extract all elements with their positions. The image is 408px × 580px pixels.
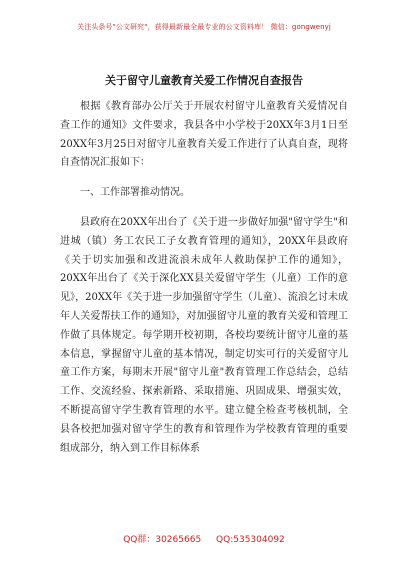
qq-text: QQ:535304092 [216, 535, 285, 545]
body-paragraph: 县政府在20XX年出台了《关于进一步做好加强"留守学生"和进城（镇）务工农民工子女教育管理的通知》，20XX年县政府《关于切实加强和改进流浪未成年人救助保护工作的通知》，20XX年出台了《关于深化XX县关爱留守学生（儿童）工作的意见》，20XX年《关于进一步加强留守学生（儿童）、流浪乞讨未成年人关爱帮扶工作的通知》，对加强留守儿童的教育关爱和管理工作做了具体规定。每学期开校初期，各校均要统计留守儿童的基本信息，掌握留守儿童的基本情况，制定切实可行的关爱留守儿童工作方案，每期末开展"留守儿童"教育管理工作总结会，总结工作、交流经验、探索新路、采取措施、巩固成果、增强实效，不断提高留守学生教育管理的水平。建立健全检查考核机制，全县各校把加强对留守学生的教育和管理作为学校教育管理的重要组成部分，纳入到工作目标体系 [60, 216, 348, 454]
qq-group-text: QQ群：30265665 [123, 535, 202, 545]
header-note: 关注头条号"公文研究"，获得最新最全最专业的公文资料库！ 微信：gongwenyj [77, 23, 331, 31]
intro-paragraph: 根据《教育部办公厅关于开展农村留守儿童教育关爱情况自查工作的通知》文件要求，我县各中小学校于20XX年3月1日至20XX年3月25日对留守儿童教育关爱工作进行了认真自查，现将自查情况汇报如下： [60, 101, 348, 169]
section-heading: 一、工作部署推动情况。 [80, 187, 190, 199]
paragraph-gap [60, 173, 348, 184]
footer-contacts [0, 532, 408, 545]
document-title: 关于留守儿童教育关爱工作情况自查报告 [105, 74, 303, 87]
document-body [60, 98, 348, 458]
paragraph-gap [60, 203, 348, 214]
